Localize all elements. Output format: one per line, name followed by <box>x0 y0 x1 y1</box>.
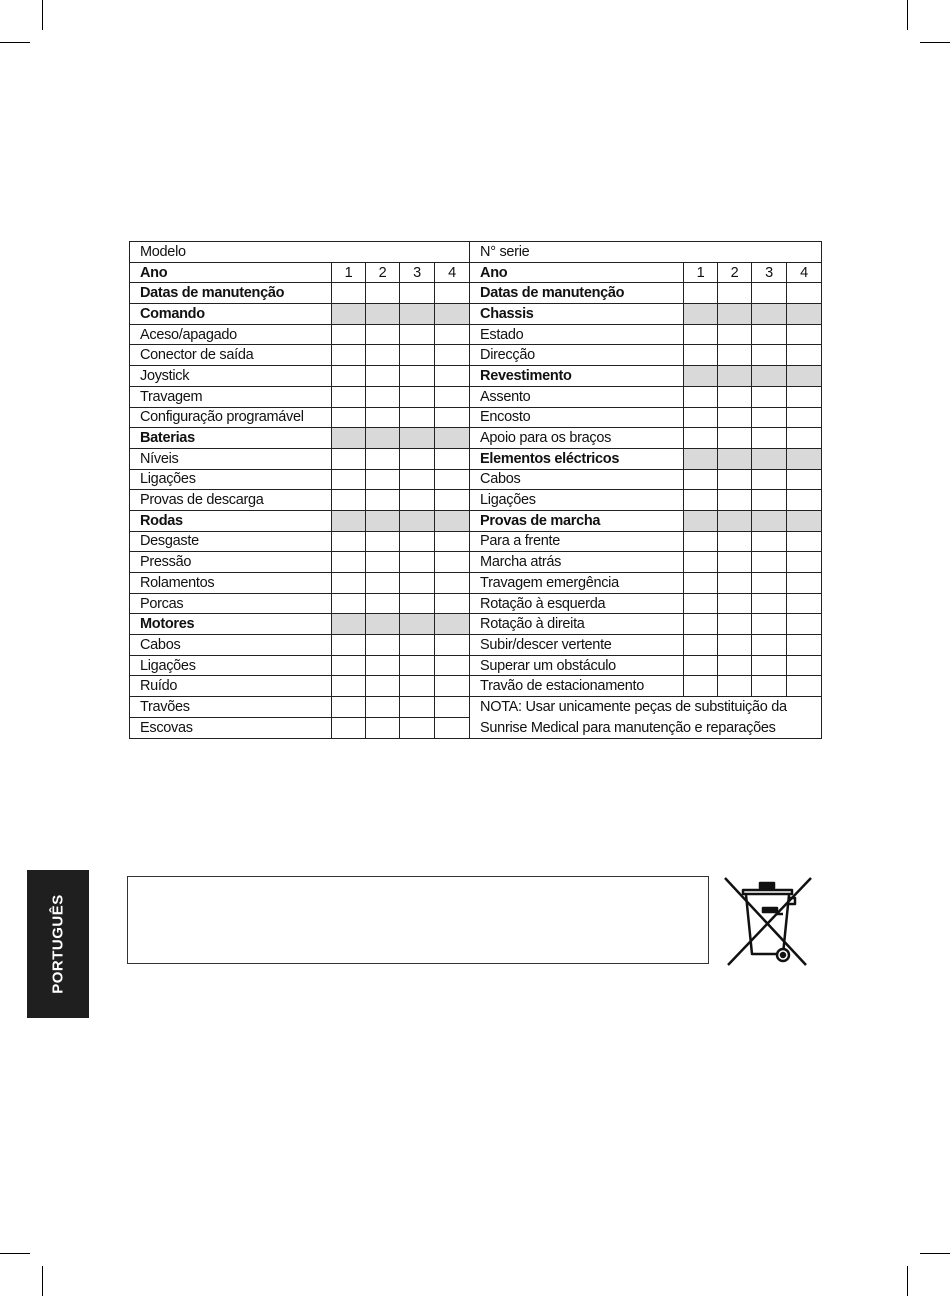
table-row <box>130 614 822 635</box>
table-row <box>130 345 822 366</box>
model-serial-row <box>130 242 822 263</box>
serial-label: N° serie <box>470 242 822 263</box>
crop-mark <box>42 0 43 30</box>
check-box[interactable] <box>752 283 787 304</box>
maintenance-table <box>129 241 822 739</box>
check-box[interactable] <box>400 448 435 469</box>
check-box[interactable] <box>684 345 718 366</box>
item-label: Travagem <box>130 386 332 407</box>
check-box[interactable] <box>718 283 752 304</box>
table-row <box>130 386 822 407</box>
table-row <box>130 407 822 428</box>
year-row <box>130 262 822 283</box>
item-label: Estado <box>470 324 684 345</box>
check-box[interactable] <box>718 614 752 635</box>
year-number: 4 <box>787 262 822 283</box>
language-tab <box>27 870 89 1018</box>
check-box <box>435 304 470 325</box>
item-label: Travagem emergência <box>470 573 684 594</box>
check-box[interactable] <box>400 407 435 428</box>
table-row <box>130 490 822 511</box>
check-box[interactable] <box>684 552 718 573</box>
check-box[interactable] <box>752 469 787 490</box>
note-line: NOTA: Usar unicamente peças de substituição da <box>480 699 787 716</box>
check-box[interactable] <box>332 345 366 366</box>
check-box[interactable] <box>332 718 366 739</box>
check-box[interactable] <box>684 655 718 676</box>
item-label: Apoio para os braços <box>470 428 684 449</box>
check-box <box>718 448 752 469</box>
check-box[interactable] <box>684 531 718 552</box>
check-box[interactable] <box>435 386 470 407</box>
check-box[interactable] <box>752 490 787 511</box>
check-box[interactable] <box>332 469 366 490</box>
item-label: Ruído <box>130 676 332 697</box>
check-box[interactable] <box>435 531 470 552</box>
check-box <box>400 428 435 449</box>
check-box[interactable] <box>787 428 822 449</box>
table-row <box>130 366 822 387</box>
check-box[interactable] <box>435 345 470 366</box>
check-box <box>435 614 470 635</box>
table-row <box>130 635 822 656</box>
check-box[interactable] <box>787 469 822 490</box>
check-box[interactable] <box>684 283 718 304</box>
crop-mark <box>907 0 908 30</box>
check-box[interactable] <box>332 676 366 697</box>
check-box <box>366 428 400 449</box>
check-box <box>435 428 470 449</box>
item-label: Para a frente <box>470 531 684 552</box>
check-box[interactable] <box>787 593 822 614</box>
check-box <box>400 304 435 325</box>
check-box[interactable] <box>718 676 752 697</box>
check-box[interactable] <box>435 490 470 511</box>
year-label: Ano <box>130 262 332 283</box>
model-label: Modelo <box>130 242 470 263</box>
dates-label: Datas de manutenção <box>130 283 332 304</box>
check-box[interactable] <box>787 573 822 594</box>
check-box[interactable] <box>684 676 718 697</box>
check-box[interactable] <box>332 386 366 407</box>
check-box[interactable] <box>366 407 400 428</box>
check-box[interactable] <box>718 635 752 656</box>
check-box[interactable] <box>787 531 822 552</box>
check-box[interactable] <box>787 345 822 366</box>
check-box <box>787 448 822 469</box>
table-row <box>130 304 822 325</box>
check-box[interactable] <box>366 324 400 345</box>
check-box[interactable] <box>718 386 752 407</box>
item-label: Baterias <box>130 428 332 449</box>
check-box <box>332 510 366 531</box>
item-label: Chassis <box>470 304 684 325</box>
check-box[interactable] <box>332 552 366 573</box>
table-row <box>130 324 822 345</box>
check-box <box>752 304 787 325</box>
check-box[interactable] <box>435 366 470 387</box>
item-label: Aceso/apagado <box>130 324 332 345</box>
check-box[interactable] <box>684 386 718 407</box>
check-box[interactable] <box>718 655 752 676</box>
check-box <box>787 366 822 387</box>
check-box[interactable] <box>435 448 470 469</box>
check-box <box>787 510 822 531</box>
item-label: Desgaste <box>130 531 332 552</box>
dates-row <box>130 283 822 304</box>
check-box[interactable] <box>718 552 752 573</box>
check-box[interactable] <box>332 697 366 718</box>
check-box[interactable] <box>400 345 435 366</box>
check-box[interactable] <box>332 655 366 676</box>
check-box[interactable] <box>332 407 366 428</box>
check-box[interactable] <box>718 573 752 594</box>
check-box <box>752 366 787 387</box>
check-box[interactable] <box>400 676 435 697</box>
check-box[interactable] <box>684 614 718 635</box>
check-box[interactable] <box>718 531 752 552</box>
item-label: Subir/descer vertente <box>470 635 684 656</box>
check-box[interactable] <box>752 635 787 656</box>
notes-box <box>127 876 709 964</box>
check-box[interactable] <box>718 345 752 366</box>
check-box[interactable] <box>435 407 470 428</box>
item-label: Escovas <box>130 718 332 739</box>
check-box[interactable] <box>366 697 400 718</box>
check-box <box>684 448 718 469</box>
check-box[interactable] <box>684 593 718 614</box>
check-box[interactable] <box>400 386 435 407</box>
year-number: 1 <box>332 262 366 283</box>
check-box[interactable] <box>752 345 787 366</box>
item-label: Joystick <box>130 366 332 387</box>
item-label: Cabos <box>470 469 684 490</box>
check-box[interactable] <box>752 428 787 449</box>
item-label: Assento <box>470 386 684 407</box>
table-row <box>130 676 822 697</box>
check-box <box>366 614 400 635</box>
check-box[interactable] <box>332 573 366 594</box>
check-box[interactable] <box>435 676 470 697</box>
crossed-out-wheelie-bin-icon <box>722 876 814 968</box>
table-row <box>130 469 822 490</box>
check-box[interactable] <box>435 324 470 345</box>
item-label: Travões <box>130 697 332 718</box>
check-box[interactable] <box>435 655 470 676</box>
check-box[interactable] <box>366 531 400 552</box>
check-box[interactable] <box>366 655 400 676</box>
item-label: Ligações <box>130 469 332 490</box>
check-box[interactable] <box>752 552 787 573</box>
item-label: Comando <box>130 304 332 325</box>
item-label: Superar um obstáculo <box>470 655 684 676</box>
item-label: Níveis <box>130 448 332 469</box>
check-box[interactable] <box>366 635 400 656</box>
item-label: Rotação à direita <box>470 614 684 635</box>
check-box[interactable] <box>366 345 400 366</box>
check-box[interactable] <box>366 283 400 304</box>
table-row <box>130 510 822 531</box>
language-tab-label: PORTUGUÊS <box>49 894 67 994</box>
check-box[interactable] <box>787 490 822 511</box>
item-label: Conector de saída <box>130 345 332 366</box>
year-number: 3 <box>400 262 435 283</box>
note-line: Sunrise Medical para manutenção e reparações <box>480 719 776 736</box>
item-label: Porcas <box>130 593 332 614</box>
check-box[interactable] <box>787 614 822 635</box>
check-box[interactable] <box>684 407 718 428</box>
check-box[interactable] <box>332 448 366 469</box>
check-box[interactable] <box>366 490 400 511</box>
check-box[interactable] <box>400 718 435 739</box>
check-box[interactable] <box>752 676 787 697</box>
check-box[interactable] <box>400 469 435 490</box>
check-box[interactable] <box>366 593 400 614</box>
check-box[interactable] <box>366 552 400 573</box>
check-box[interactable] <box>435 697 470 718</box>
check-box[interactable] <box>332 324 366 345</box>
table-row <box>130 448 822 469</box>
item-label: Direcção <box>470 345 684 366</box>
check-box <box>752 510 787 531</box>
check-box <box>684 304 718 325</box>
check-box[interactable] <box>400 324 435 345</box>
check-box[interactable] <box>787 635 822 656</box>
item-label: Rodas <box>130 510 332 531</box>
check-box[interactable] <box>366 469 400 490</box>
crop-mark <box>0 42 30 43</box>
table-row <box>130 531 822 552</box>
table-row <box>130 573 822 594</box>
check-box <box>435 510 470 531</box>
check-box <box>332 428 366 449</box>
check-box[interactable] <box>787 283 822 304</box>
check-box[interactable] <box>684 490 718 511</box>
check-box[interactable] <box>435 573 470 594</box>
check-box[interactable] <box>332 593 366 614</box>
check-box[interactable] <box>435 469 470 490</box>
check-box[interactable] <box>752 386 787 407</box>
check-box <box>718 510 752 531</box>
check-box[interactable] <box>400 635 435 656</box>
check-box[interactable] <box>752 573 787 594</box>
check-box[interactable] <box>435 552 470 573</box>
crop-mark <box>42 1266 43 1296</box>
check-box[interactable] <box>684 428 718 449</box>
check-box[interactable] <box>787 552 822 573</box>
check-box[interactable] <box>366 718 400 739</box>
check-box[interactable] <box>718 593 752 614</box>
check-box[interactable] <box>787 655 822 676</box>
check-box[interactable] <box>684 324 718 345</box>
check-box[interactable] <box>718 469 752 490</box>
check-box[interactable] <box>752 324 787 345</box>
check-box[interactable] <box>752 655 787 676</box>
check-box[interactable] <box>684 573 718 594</box>
check-box[interactable] <box>435 593 470 614</box>
item-label: Revestimento <box>470 366 684 387</box>
item-label: Configuração programável <box>130 407 332 428</box>
check-box[interactable] <box>332 283 366 304</box>
item-label: Encosto <box>470 407 684 428</box>
table-row <box>130 593 822 614</box>
check-box[interactable] <box>332 366 366 387</box>
check-box[interactable] <box>435 718 470 739</box>
check-box <box>400 510 435 531</box>
crop-mark <box>0 1253 30 1254</box>
check-box[interactable] <box>752 407 787 428</box>
check-box[interactable] <box>400 552 435 573</box>
item-label: Motores <box>130 614 332 635</box>
check-box[interactable] <box>400 283 435 304</box>
check-box[interactable] <box>400 366 435 387</box>
check-box[interactable] <box>752 614 787 635</box>
item-label: Rolamentos <box>130 573 332 594</box>
check-box[interactable] <box>400 655 435 676</box>
check-box[interactable] <box>435 635 470 656</box>
check-box <box>366 304 400 325</box>
check-box[interactable] <box>400 593 435 614</box>
item-label: Marcha atrás <box>470 552 684 573</box>
item-label: Cabos <box>130 635 332 656</box>
check-box <box>684 366 718 387</box>
check-box[interactable] <box>400 697 435 718</box>
check-box <box>684 510 718 531</box>
check-box <box>718 304 752 325</box>
check-box[interactable] <box>684 469 718 490</box>
item-label: Pressão <box>130 552 332 573</box>
check-box[interactable] <box>718 324 752 345</box>
check-box[interactable] <box>400 490 435 511</box>
check-box[interactable] <box>752 593 787 614</box>
check-box[interactable] <box>684 635 718 656</box>
item-label: Elementos eléctricos <box>470 448 684 469</box>
check-box[interactable] <box>366 366 400 387</box>
year-number: 1 <box>684 262 718 283</box>
check-box[interactable] <box>366 386 400 407</box>
dates-label: Datas de manutenção <box>470 283 684 304</box>
check-box[interactable] <box>332 531 366 552</box>
year-label: Ano <box>470 262 684 283</box>
check-box[interactable] <box>718 428 752 449</box>
item-label: Travão de estacionamento <box>470 676 684 697</box>
check-box[interactable] <box>787 407 822 428</box>
check-box[interactable] <box>332 490 366 511</box>
check-box[interactable] <box>400 573 435 594</box>
check-box[interactable] <box>366 676 400 697</box>
check-box <box>366 510 400 531</box>
item-label: Ligações <box>130 655 332 676</box>
item-label: Provas de descarga <box>130 490 332 511</box>
check-box[interactable] <box>366 448 400 469</box>
table-row <box>130 655 822 676</box>
year-number: 2 <box>366 262 400 283</box>
crop-mark <box>920 1253 950 1254</box>
check-box <box>332 614 366 635</box>
check-box <box>718 366 752 387</box>
table-row <box>130 697 822 718</box>
check-box[interactable] <box>718 490 752 511</box>
check-box <box>787 304 822 325</box>
item-label: Rotação à esquerda <box>470 593 684 614</box>
check-box[interactable] <box>787 676 822 697</box>
check-box[interactable] <box>752 531 787 552</box>
note-text <box>470 697 822 739</box>
item-label: Provas de marcha <box>470 510 684 531</box>
table-row <box>130 552 822 573</box>
crop-mark <box>907 1266 908 1296</box>
check-box[interactable] <box>718 407 752 428</box>
year-number: 4 <box>435 262 470 283</box>
check-box[interactable] <box>435 283 470 304</box>
item-label: Ligações <box>470 490 684 511</box>
check-box[interactable] <box>787 324 822 345</box>
year-number: 3 <box>752 262 787 283</box>
table-row <box>130 428 822 449</box>
check-box <box>332 304 366 325</box>
check-box[interactable] <box>332 635 366 656</box>
check-box[interactable] <box>366 573 400 594</box>
check-box <box>752 448 787 469</box>
crop-mark <box>920 42 950 43</box>
check-box <box>400 614 435 635</box>
year-number: 2 <box>718 262 752 283</box>
check-box[interactable] <box>400 531 435 552</box>
check-box[interactable] <box>787 386 822 407</box>
